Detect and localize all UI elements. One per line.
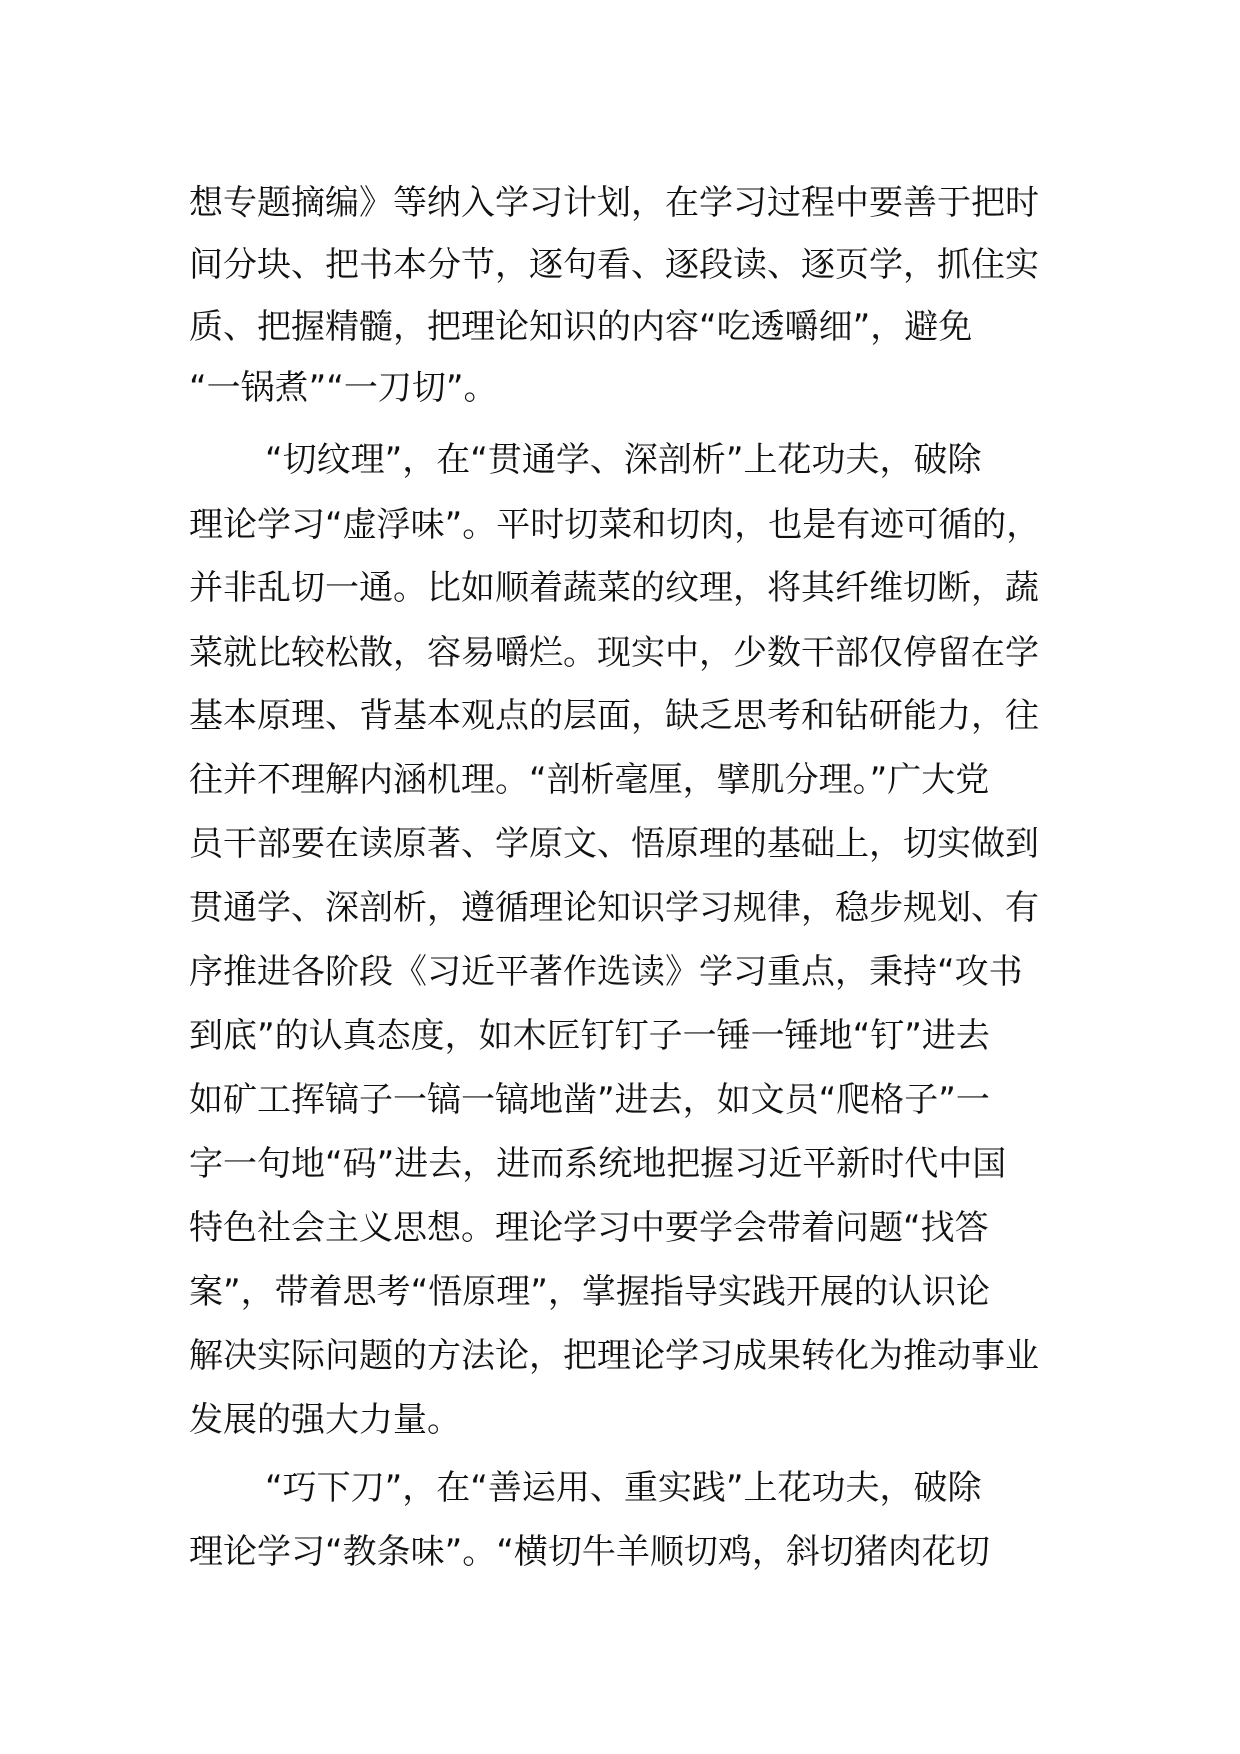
text-line: 基本原理、背基本观点的层面，缺乏思考和钻研能力，往	[189, 696, 1039, 736]
text-line: 并非乱切一通。比如顺着蔬菜的纹理，将其纤维切断，蔬	[189, 568, 1039, 608]
text-line: 发展的强大力量。	[189, 1400, 461, 1440]
text-line: 到底”的认真态度，如木匠钉钉子一锤一锤地“钉”进去	[189, 1016, 990, 1056]
text-line: 质、把握精髓，把理论知识的内容“吃透嚼细”，避免	[189, 307, 973, 347]
text-line: 贯通学、深剖析，遵循理论知识学习规律，稳步规划、有	[189, 888, 1039, 928]
text-line: 字一句地“码”进去，进而系统地把握习近平新时代中国	[189, 1144, 1007, 1184]
text-line: 菜就比较松散，容易嚼烂。现实中，少数干部仅停留在学	[189, 633, 1039, 673]
text-line: 理论学习“虚浮味”。平时切菜和切肉，也是有迹可循的，	[189, 505, 1041, 545]
text-line: 解决实际问题的方法论，把理论学习成果转化为推动事业	[189, 1336, 1039, 1376]
paragraph-first-line: “巧下刀”，在“善运用、重实践”上花功夫，破除	[265, 1468, 982, 1508]
text-line: 特色社会主义思想。理论学习中要学会带着问题“找答	[189, 1208, 989, 1248]
text-line: “一锅煮”“一刀切”。	[189, 368, 498, 408]
text-line: 想专题摘编》等纳入学习计划，在学习过程中要善于把时	[189, 183, 1039, 223]
text-line: 如矿工挥镐子一镐一镐地凿”进去，如文员“爬格子”一	[189, 1080, 990, 1120]
paragraph-first-line: “切纹理”，在“贯通学、深剖析”上花功夫，破除	[265, 440, 982, 480]
text-line: 间分块、把书本分节，逐句看、逐段读、逐页学，抓住实	[189, 245, 1039, 285]
text-line: 理论学习“教条味”。“横切牛羊顺切鸡，斜切猪肉花切	[189, 1532, 990, 1572]
text-line: 员干部要在读原著、学原文、悟原理的基础上，切实做到	[189, 824, 1039, 864]
text-line: 序推进各阶段《习近平著作选读》学习重点，秉持“攻书	[189, 952, 1023, 992]
text-line: 案”，带着思考“悟原理”，掌握指导实践开展的认识论	[189, 1272, 990, 1312]
text-line: 往并不理解内涵机理。“剖析毫厘，擘肌分理。”广大党	[189, 760, 990, 800]
